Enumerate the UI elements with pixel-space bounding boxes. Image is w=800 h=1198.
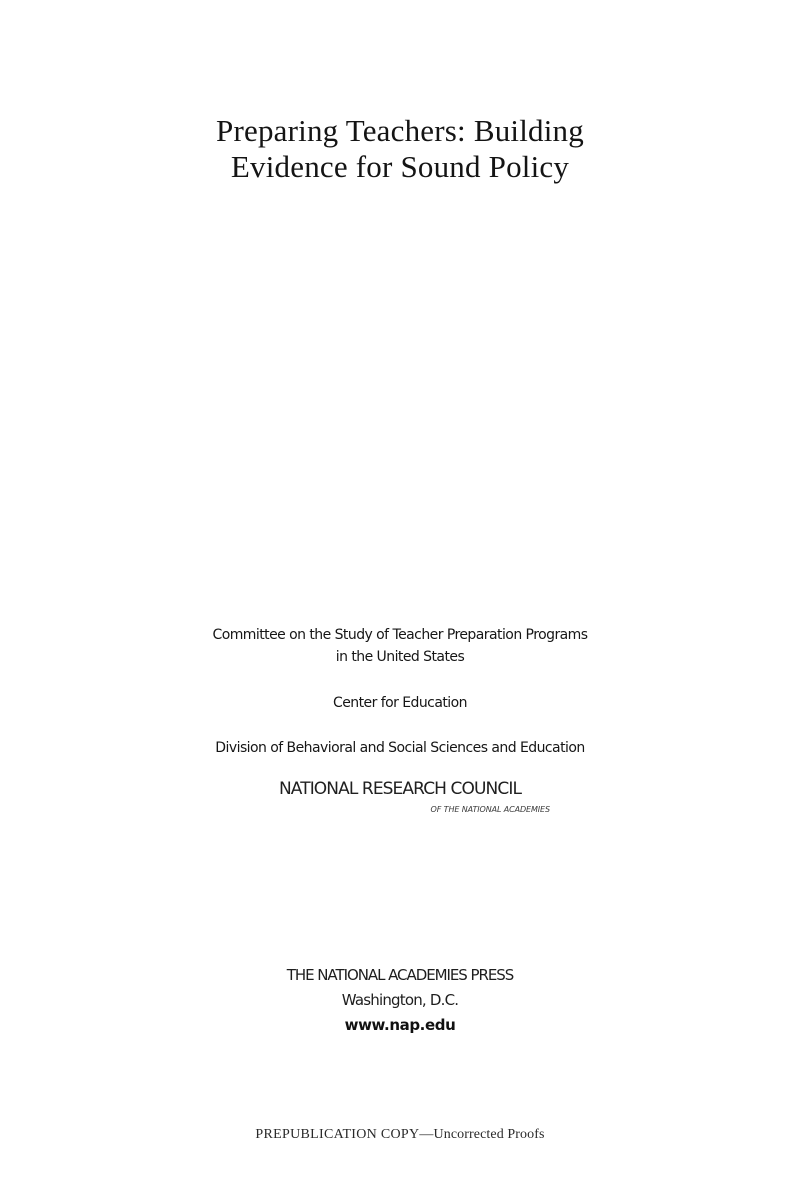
publisher-website-link[interactable]: www.nap.edu <box>344 1016 456 1034</box>
council-name: NATIONAL RESEARCH COUNCIL <box>278 779 522 799</box>
prepublication-caps: PREPUBLICATION COPY <box>255 1127 420 1142</box>
center-name: Center for Education <box>333 695 467 711</box>
prepublication-rest: —Uncorrected Proofs <box>419 1127 545 1142</box>
prepublication-notice <box>0 1126 800 1144</box>
committee-name-line-1: Committee on the Study of Teacher Preparation Programs <box>212 627 588 643</box>
publisher-name: THE NATIONAL ACADEMIES PRESS <box>286 966 514 984</box>
council-subtitle: OF THE NATIONAL ACADEMIES <box>430 805 550 814</box>
division-name: Division of Behavioral and Social Sciences and Education <box>215 740 585 756</box>
committee-name-line-2: in the United States <box>335 649 465 665</box>
book-title-line-2: Evidence for Sound Policy <box>230 149 570 184</box>
book-title-line-1: Preparing Teachers: Building <box>216 113 584 148</box>
publisher-location: Washington, D.C. <box>341 991 459 1009</box>
